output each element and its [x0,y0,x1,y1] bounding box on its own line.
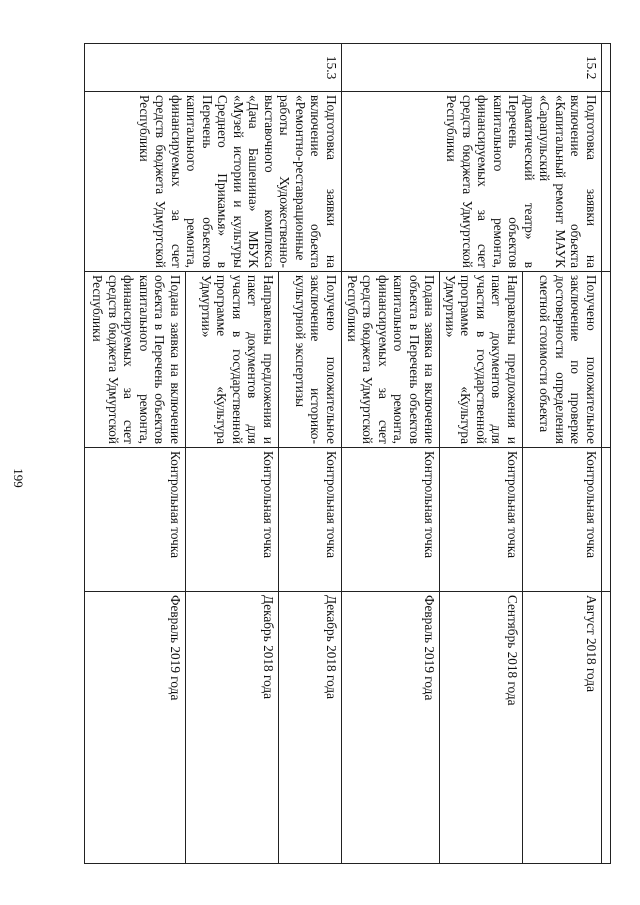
section-task: Подготовка заявки на включение объекта «Ремонтно-реставрационные работы Художественно-выставочного комплекса «Дача Башенина» МБУК «Музей истории и культуры Среднего Прикамья» в Перечень объектов капитального ремонта, финансируемых за счет средств бюджета Удмуртской Республики [84,92,341,272]
result-cell: Подана заявка на включение объекта в Перечень объектов капитального ремонта, финансируемых за счет средств бюджета Удмуртской Республики [84,272,185,448]
event-type-cell: Контрольная точка [523,448,602,592]
rotated-table-container [90,43,611,863]
section-number: 15.2 [341,44,601,92]
activity-table [84,43,611,864]
result-cell: Получено положительное заключение по проверке достоверности определения сметной стоимости объекта [523,272,602,448]
section-number: 15.3 [84,44,341,92]
section-task: Подготовка заявки на включение объекта «Капитальный ремонт МАУК «Сарапульский драматический театр» в Перечень объектов капитального ремонта, финансируемых за счет средств бюджета Удмуртской Республики [341,92,601,272]
event-type-cell: Контрольная точка [341,448,439,592]
date-cell: Сентябрь 2018 года [440,592,523,864]
date-cell: Февраль 2019 года [341,592,439,864]
result-cell: Подана заявка на включение объекта в Перечень объектов капитального ремонта, финансируемых за счет средств бюджета Удмуртской Республики [341,272,439,448]
date-cell: Февраль 2019 года [84,592,185,864]
event-type-cell: Контрольная точка [278,448,341,592]
result-cell: Направлены предложения и пакет документов для участия в государственной программе «Культура Удмуртии» [440,272,523,448]
result-cell: Направлены предложения и пакет документов для участия в государственной программе «Культура Удмуртии» [185,272,278,448]
event-type-cell: Контрольная точка [440,448,523,592]
table-row [278,44,341,864]
result-cell: Получено положительное заключение историко-культурной экспертизы [278,272,341,448]
table-top-edge-row [602,44,611,864]
table-row [523,44,602,864]
date-cell: Август 2018 года [523,592,602,864]
date-cell: Декабрь 2018 года [185,592,278,864]
event-type-cell: Контрольная точка [185,448,278,592]
date-cell: Декабрь 2018 года [278,592,341,864]
page-number: 199 [11,468,26,488]
event-type-cell: Контрольная точка [84,448,185,592]
